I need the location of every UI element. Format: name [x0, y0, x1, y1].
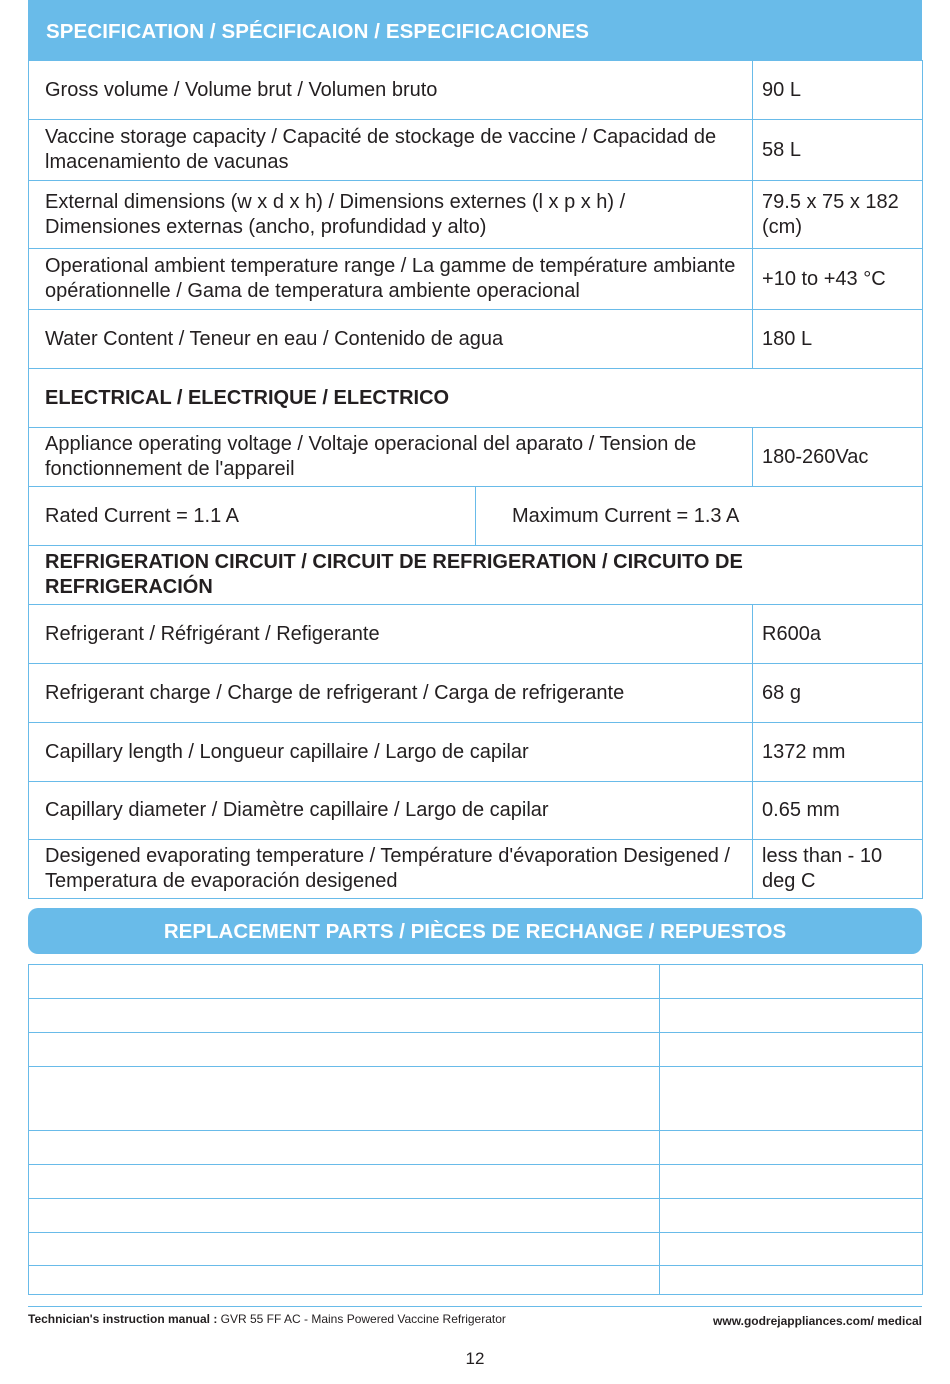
parts-cell	[660, 999, 923, 1033]
parts-cell	[660, 1033, 923, 1067]
spec-value: +10 to +43 °C	[753, 249, 923, 310]
maximum-current: Maximum Current = 1.3 A	[476, 487, 923, 546]
spec-row-gross-volume	[29, 61, 923, 120]
parts-row	[29, 999, 923, 1033]
parts-row	[29, 1233, 923, 1266]
parts-row	[29, 1165, 923, 1199]
parts-cell	[29, 1266, 660, 1295]
spec-value: less than - 10 deg C	[753, 840, 923, 899]
parts-row	[29, 1199, 923, 1233]
spec-value: 58 L	[753, 120, 923, 181]
specification-title: SPECIFICATION / SPÉCIFICAION / ESPECIFICACIONES	[28, 0, 922, 60]
parts-row	[29, 1033, 923, 1067]
footer-manual-title: GVR 55 FF AC - Mains Powered Vaccine Refrigerator	[217, 1312, 506, 1326]
parts-cell	[29, 1165, 660, 1199]
footer-manual-label: Technician's instruction manual :	[28, 1312, 218, 1326]
refrigeration-title: REFRIGERATION CIRCUIT / CIRCUIT DE REFRIGERATION / CIRCUITO DE REFRIGERACIÓN	[29, 546, 923, 605]
spec-value: R600a	[753, 605, 923, 664]
spec-row-capillary-diameter	[29, 782, 923, 840]
spec-value: 90 L	[753, 61, 923, 120]
spec-row-refrigerant-charge	[29, 664, 923, 723]
parts-cell	[29, 1131, 660, 1165]
spec-label: Capillary length / Longueur capillaire / Largo de capilar	[29, 723, 753, 782]
parts-row	[29, 1266, 923, 1295]
parts-cell	[660, 1233, 923, 1266]
parts-cell	[29, 1067, 660, 1131]
refrigeration-section-heading	[29, 546, 923, 605]
parts-cell	[29, 999, 660, 1033]
spec-row-operating-voltage	[29, 428, 923, 487]
spec-label: Water Content / Teneur en eau / Contenido de agua	[29, 310, 753, 369]
rated-current: Rated Current = 1.1 A	[29, 487, 476, 546]
electrical-section-heading	[29, 369, 923, 428]
parts-cell	[29, 965, 660, 999]
footer-divider	[28, 1306, 922, 1307]
spec-label: Capillary diameter / Diamètre capillaire / Largo de capilar	[29, 782, 753, 840]
footer-website-link[interactable]: www.godrejappliances.com/ medical	[713, 1314, 922, 1328]
spec-label: Gross volume / Volume brut / Volumen bruto	[29, 61, 753, 120]
parts-cell	[660, 1067, 923, 1131]
replacement-parts-title: REPLACEMENT PARTS / PIÈCES DE RECHANGE / REPUESTOS	[28, 908, 922, 954]
spec-row-external-dimensions	[29, 181, 923, 249]
parts-row	[29, 1067, 923, 1131]
spec-label: External dimensions (w x d x h) / Dimensions externes (l x p x h) / Dimensiones externas (ancho, profundidad y alto)	[29, 181, 753, 249]
parts-cell	[660, 1131, 923, 1165]
parts-row	[29, 965, 923, 999]
replacement-parts-table	[28, 964, 923, 1295]
spec-value: 79.5 x 75 x 182 (cm)	[753, 181, 923, 249]
spec-row-vaccine-capacity	[29, 120, 923, 181]
spec-row-evaporating-temperature	[29, 840, 923, 899]
spec-label: Refrigerant / Réfrigérant / Refigerante	[29, 605, 753, 664]
spec-label: Operational ambient temperature range / La gamme de température ambiante opérationnelle / Gama de temperatura ambiente operacional	[29, 249, 753, 310]
spec-value: 0.65 mm	[753, 782, 923, 840]
spec-value: 68 g	[753, 664, 923, 723]
parts-cell	[660, 1199, 923, 1233]
parts-cell	[29, 1199, 660, 1233]
parts-cell	[660, 1266, 923, 1295]
spec-label: Desigened evaporating temperature / Température d'évaporation Desigened / Temperatura de evaporación desigened	[29, 840, 753, 899]
spec-value: 1372 mm	[753, 723, 923, 782]
parts-row	[29, 1131, 923, 1165]
electrical-title: ELECTRICAL / ELECTRIQUE / ELECTRICO	[29, 369, 923, 428]
specification-table	[28, 60, 923, 899]
spec-label: Vaccine storage capacity / Capacité de stockage de vaccine / Capacidad de lmacenamiento de vacunas	[29, 120, 753, 181]
spec-row-current	[29, 487, 923, 546]
page-number: 12	[465, 1349, 485, 1368]
parts-cell	[29, 1233, 660, 1266]
parts-cell	[660, 965, 923, 999]
spec-row-ambient-temperature	[29, 249, 923, 310]
spec-label: Refrigerant charge / Charge de refrigerant / Carga de refrigerante	[29, 664, 753, 723]
spec-row-capillary-length	[29, 723, 923, 782]
spec-row-water-content	[29, 310, 923, 369]
spec-value: 180-260Vac	[753, 428, 923, 487]
spec-label: Appliance operating voltage / Voltaje operacional del aparato / Tension de fonctionnement de l'appareil	[29, 428, 753, 487]
footer-manual-info	[28, 1312, 506, 1326]
parts-cell	[660, 1165, 923, 1199]
spec-row-refrigerant	[29, 605, 923, 664]
parts-cell	[29, 1033, 660, 1067]
spec-value: 180 L	[753, 310, 923, 369]
